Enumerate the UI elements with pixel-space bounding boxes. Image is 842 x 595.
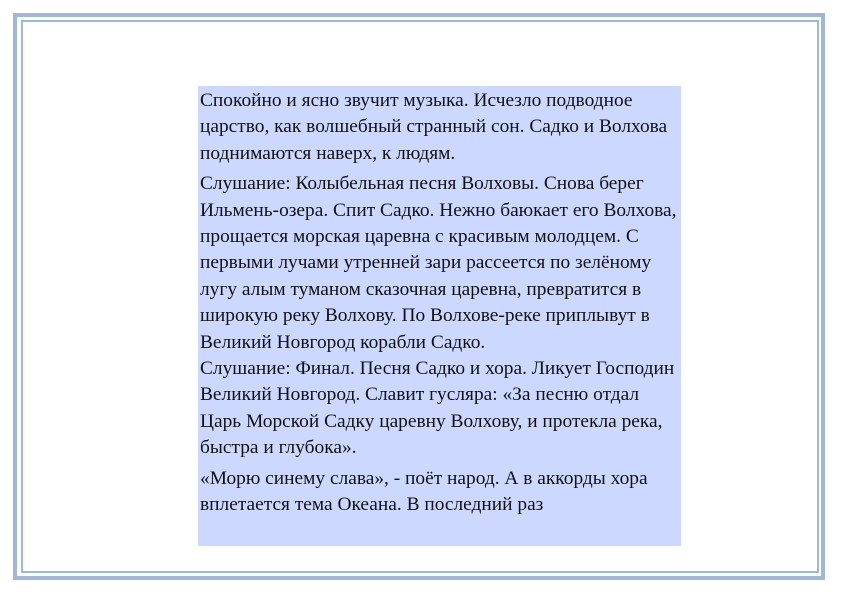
paragraph-intro: Спокойно и ясно звучит музыка. Исчезло подводное царство, как волшебный странный сон. Садко и Волхова поднимаются наверх, к людям. (200, 90, 668, 164)
slide-text-block (198, 86, 681, 546)
paragraph-lullaby: Слушание: Колыбельная песня Волховы. Снова берег Ильмень-озера. Спит Садко. Нежно баюкает его Волхова, прощается морская царевна с красивым молодцем. С первыми лучами утренней зари рассеется по зелёному лугу алым туманом сказочная царевна, превратится в широкую реку Волхову. По Волхове-реке приплывут в Великий Новгород корабли Садко. (200, 173, 677, 353)
paragraph-finale: Слушание: Финал. Песня Садко и хора. Ликует Господин Великий Новгород. Славит гусляра: «За песню отдал Царь Морской Садку царевну Волхову, и протекла река, быстра и глубока». (200, 358, 675, 459)
paragraph-glory: «Морю синему слава», - поёт народ. А в аккорды хора вплетается тема Океана. В последний раз (200, 467, 648, 516)
